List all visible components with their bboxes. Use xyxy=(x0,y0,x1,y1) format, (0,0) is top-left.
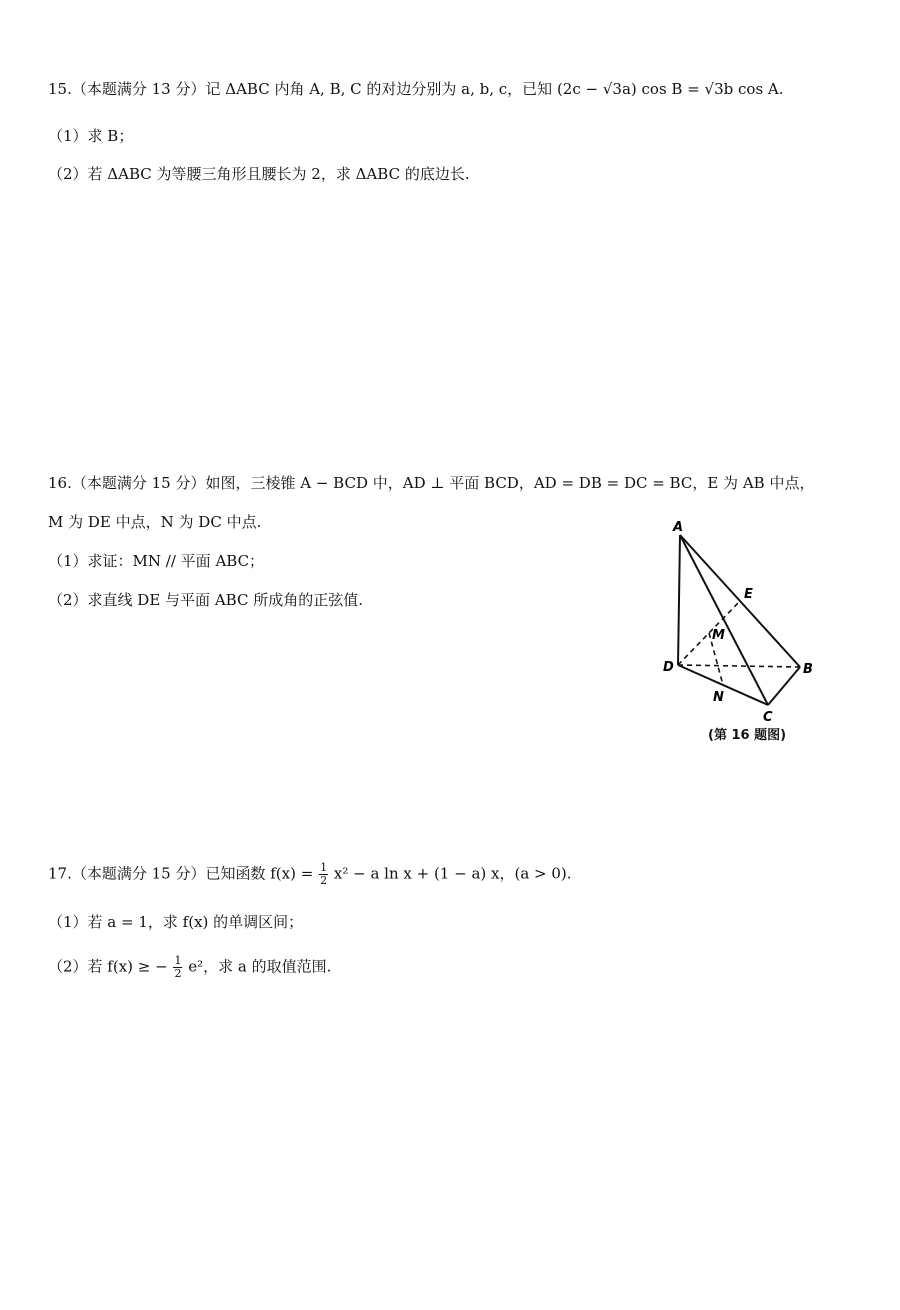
q17-stem xyxy=(48,862,870,887)
q17-p2-b: e²，求 a 的取值范围. xyxy=(188,957,332,976)
q16-part-1: （1）求证：MN // 平面 ABC； xyxy=(48,552,265,570)
label-E: E xyxy=(744,587,753,602)
label-D: D xyxy=(663,660,674,675)
q17-p2-fraction xyxy=(173,955,182,980)
q17-part-1: （1）若 a = 1，求 f(x) 的单调区间； xyxy=(48,913,304,931)
q17-frac-den: 2 xyxy=(320,874,328,887)
q15-part-2: （2）若 ΔABC 为等腰三角形且腰长为 2，求 ΔABC 的底边长. xyxy=(48,165,470,183)
tetrahedron-figure xyxy=(655,515,825,745)
edge-AC xyxy=(680,535,768,705)
q15-stem: 15.（本题满分 13 分）记 ΔABC 内角 A, B, C 的对边分别为 a, b, c，已知 (2c − √3a) cos B = √3b cos A. xyxy=(48,80,784,98)
q16-stem: 16.（本题满分 15 分）如图，三棱锥 A − BCD 中，AD ⊥ 平面 BCD，AD = DB = DC = BC，E 为 AB 中点， xyxy=(48,474,815,492)
q17-fraction xyxy=(319,862,328,887)
label-M: M xyxy=(712,628,725,643)
edge-AD xyxy=(678,535,680,665)
edge-CB xyxy=(768,667,800,705)
q16-stem-continued: M 为 DE 中点，N 为 DC 中点. xyxy=(48,513,262,531)
label-B: B xyxy=(803,662,813,677)
label-A: A xyxy=(673,520,684,535)
q17-stem-b: x² − a ln x + (1 − a) x，(a > 0). xyxy=(333,864,572,883)
q17-frac-num: 1 xyxy=(320,861,328,874)
q17-p2-a: （2）若 f(x) ≥ − xyxy=(48,957,168,976)
edge-DB-hidden xyxy=(678,665,800,667)
q17-stem-a: 17.（本题满分 15 分）已知函数 f(x) = xyxy=(48,864,314,883)
label-C: C xyxy=(763,710,773,725)
q16-part-2: （2）求直线 DE 与平面 ABC 所成角的正弦值. xyxy=(48,591,363,609)
q15-part-1: （1）求 B； xyxy=(48,127,134,145)
figure-caption: (第 16 题图) xyxy=(708,728,787,743)
q17-part-2 xyxy=(48,955,870,980)
label-N: N xyxy=(713,690,724,705)
q17-p2-num: 1 xyxy=(174,954,182,967)
q17-p2-den: 2 xyxy=(174,967,182,980)
